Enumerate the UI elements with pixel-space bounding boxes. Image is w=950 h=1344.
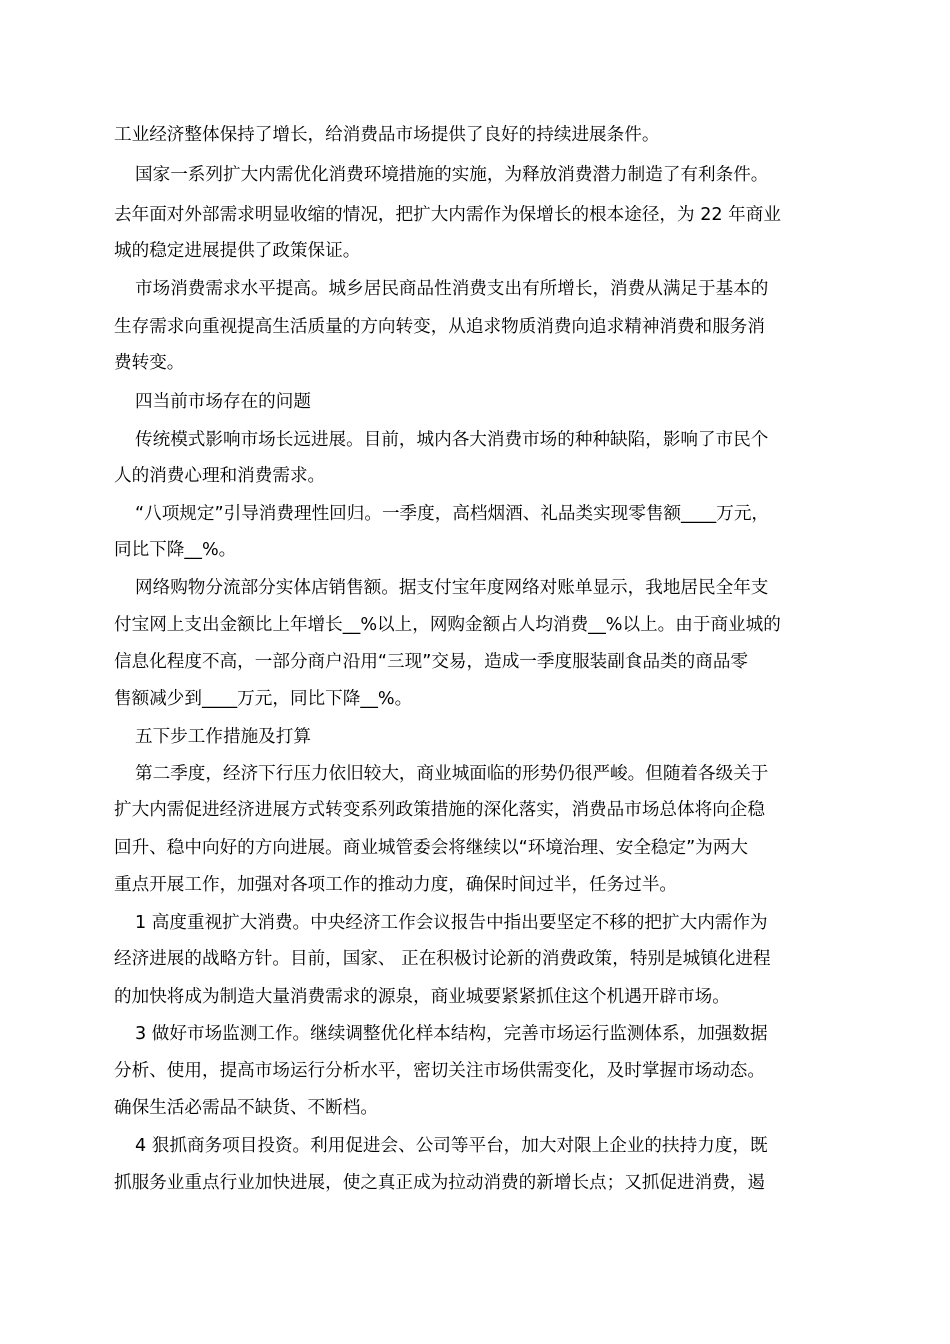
text-line: 费转变。 xyxy=(114,353,185,373)
text-line: 分析、使用，提高市场运行分析水平，密切关注市场供需变化，及时掌握市场动态。 xyxy=(114,1061,765,1081)
text-line: 城的稳定进展提供了政策保证。 xyxy=(114,241,361,261)
text-line: 工业经济整体保持了增长，给消费品市场提供了良好的持续进展条件。 xyxy=(114,125,660,145)
text-line: 经济进展的战略方针。目前，国家、 正在积极讨论新的消费政策，特别是城镇化进程 xyxy=(114,949,771,969)
section-heading: 四当前市场存在的问题 xyxy=(135,392,311,412)
text-line: 信息化程度不高，一部分商户沿用“三现”交易，造成一季度服装副食品类的商品零 xyxy=(114,652,749,672)
text-line: 1 高度重视扩大消费。中央经济工作会议报告中指出要坚定不移的把扩大内需作为 xyxy=(135,913,768,933)
section-heading: 五下步工作措施及打算 xyxy=(135,727,311,747)
text-line: 扩大内需促进经济进展方式转变系列政策措施的深化落实，消费品市场总体将向企稳 xyxy=(114,800,765,820)
text-line: 重点开展工作，加强对各项工作的推动力度，确保时间过半，任务过半。 xyxy=(114,875,678,895)
text-line: 人的消费心理和消费需求。 xyxy=(114,466,326,486)
text-line: 确保生活必需品不缺货、不断档。 xyxy=(114,1098,378,1118)
text-line: 付宝网上支出金额比上年增长__%以上，网购金额占人均消费__%以上。由于商业城的 xyxy=(114,615,781,635)
text-line: 生存需求向重视提高生活质量的方向转变，从追求物质消费向追求精神消费和服务消 xyxy=(114,317,765,337)
text-line: 同比下降__%。 xyxy=(114,540,237,560)
text-line: 第二季度，经济下行压力依旧较大，商业城面临的形势仍很严峻。但随着各级关于 xyxy=(135,764,769,784)
text-line: 市场消费需求水平提高。城乡居民商品性消费支出有所增长，消费从满足于基本的 xyxy=(135,279,769,299)
text-line: 去年面对外部需求明显收缩的情况，把扩大内需作为保增长的根本途径，为 22 年商业 xyxy=(114,205,781,225)
text-line: 抓服务业重点行业加快进展，使之真正成为拉动消费的新增长点；又抓促进消费，遏 xyxy=(114,1173,765,1193)
text-line: 传统模式影响市场长远进展。目前，城内各大消费市场的种种缺陷，影响了市民个 xyxy=(135,430,769,450)
text-line: 国家一系列扩大内需优化消费环境措施的实施，为释放消费潜力制造了有利条件。 xyxy=(135,165,769,185)
text-line: 3 做好市场监测工作。继续调整优化样本结构，完善市场运行监测体系，加强数据 xyxy=(135,1024,768,1044)
text-line: 的加快将成为制造大量消费需求的源泉，商业城要紧紧抓住这个机遇开辟市场。 xyxy=(114,987,730,1007)
text-line: 4 狠抓商务项目投资。利用促进会、公司等平台，加大对限上企业的扶持力度，既 xyxy=(135,1136,768,1156)
text-line: 售额减少到____万元，同比下降__%。 xyxy=(114,689,413,709)
text-line: 回升、稳中向好的方向进展。商业城管委会将继续以“环境治理、安全稳定”为两大 xyxy=(114,838,749,858)
text-line: 网络购物分流部分实体店销售额。据支付宝年度网络对账单显示，我地居民全年支 xyxy=(135,578,769,598)
text-line: “八项规定”引导消费理性回归。一季度，高档烟酒、礼品类实现零售额____万元， xyxy=(135,504,770,524)
